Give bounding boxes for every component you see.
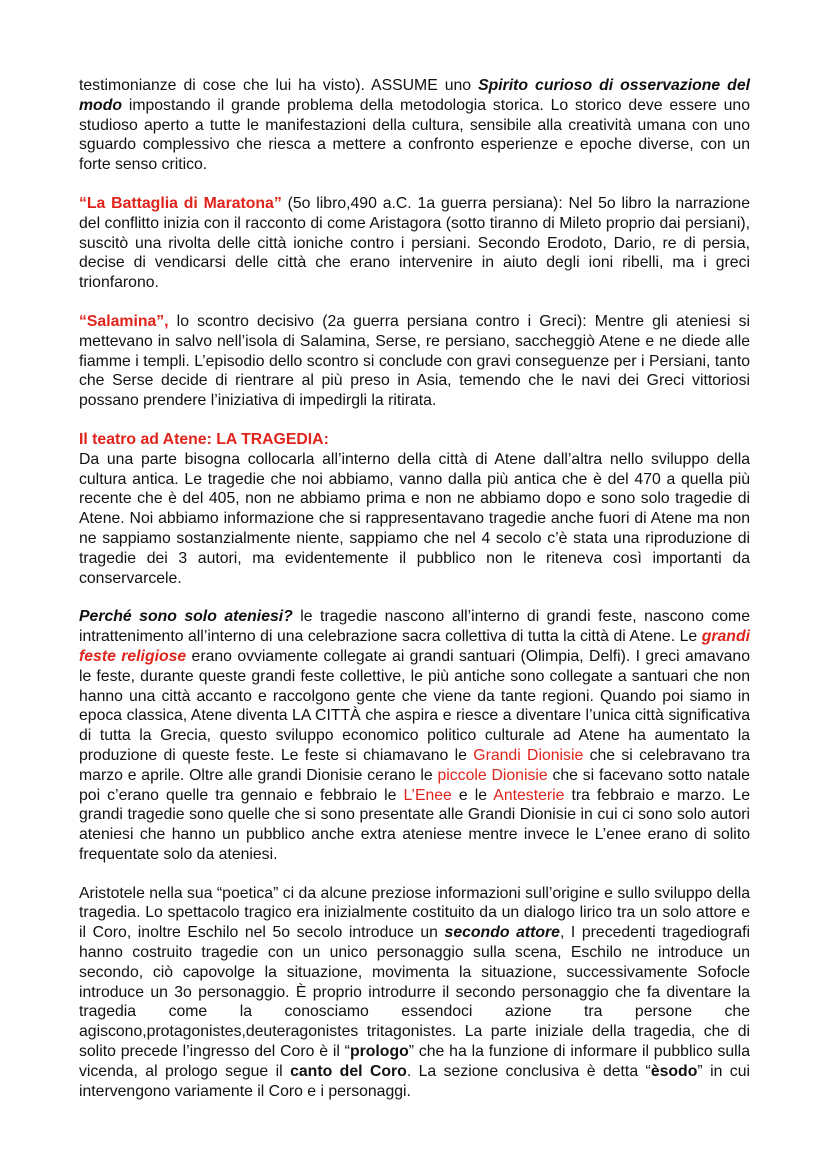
paragraph-perche-ateniesi: Perché sono solo ateniesi? le tragedie nascono all’interno di grandi feste, nascono come intrattenimento all’interno di una celebrazione sacra collettiva di tutta la città di Atene. Le grandi feste religiose erano ovviamente collegate ai grandi santuari (Olimpia, Delfi). I greci amavano le feste, durante queste grandi feste collettive, le più antiche sono collegate a santuari che non hanno una città accanto e raccolgono gente che viene da tante regioni. Quando poi siamo in epoca classica, Atene diventa LA CITTÀ che aspira e riesce a diventare l’unica città significativa di tutta la Grecia, questo sviluppo economico politico culturale ad Atene ha aumentato la produzione di queste feste. Le feste si chiamavano le Grandi Dionisie che si celebravano tra marzo e aprile. Oltre alle grandi Dionisie cerano le piccole Dionisie che si facevano sotto natale poi c’erano quelle tra gennaio e febbraio le L’Enee e le Antesterie tra febbraio e marzo. Le grandi tragedie sono quelle che si sono presentate alle Grandi Dionisie in cui ci sono solo autori ateniesi che hanno un pubblico anche extra ateniese mentre invece le L’enee erano di solito frequentate solo da ateniesi. (79, 608, 751, 863)
question-perche-ateniesi: Perché sono solo ateniesi? (79, 608, 293, 626)
term-esodo: èsodo (650, 1062, 698, 1080)
title-maratona: “La Battaglia di Maratona” (79, 194, 282, 212)
paragraph-aristotele-poetica: Aristotele nella sua “poetica” ci da alcune preziose informazioni sull’origine e sullo sviluppo della tragedia. Lo spettacolo tragico era inizialmente costituito da un dialogo lirico tra un solo attore e il Coro, inoltre Eschilo nel 5o secolo introduce un secondo attore, I precedenti tragediografi hanno costruito tragedie con un unico personaggio sulla scena, Eschilo ne introduce un secondo, ciò capovolge la situazione, movimenta la situazione, successivamente Sofocle introduce un 3o personaggio. È proprio introdurre il secondo personaggio che fa diventare la tragedia come la conosciamo essendoci azione tra persone che agiscono,protagonistes,deuteragonistes tritagonistes. La parte iniziale della tragedia, che di solito precede l’ingresso del Coro è il “prologo” che ha la funzione di informare il pubblico sulla vicenda, al prologo segue il canto del Coro. La sezione conclusiva è detta “èsodo” in cui intervengono variamente il Coro e i personaggi. (79, 884, 751, 1100)
paragraph-herodotus-method: testimonianze di cose che lui ha visto). ASSUME uno Spirito curioso di osservazione del modo impostando il grande problema della metodologia storica. Lo storico deve essere uno studioso aperto a tutte le manifestazioni della cultura, sensibile alla creatività umana con uno sguardo complessivo che riesca a mettere a confronto esperienze e epoche diverse, con un forte senso critico. (79, 77, 750, 174)
term-lenee: L’Enee (403, 786, 452, 804)
term-canto-del-coro: canto del Coro (290, 1062, 407, 1080)
paragraph-maratona: “La Battaglia di Maratona” (5o libro,490 a.C. 1a guerra persiana): Nel 5o libro la narrazione del conflitto inizia con il racconto di come Aristagora (sotto tiranno di Mileto proprio dai persiani), suscitò una rivolta delle città ioniche contro i persiani. Secondo Erodoto, Dario, re di persia, decise di vendicarsi delle città che erano intervenire in aiuto degli ioni ribelli, ma i greci trionfarono. (79, 194, 751, 292)
paragraph-tragedia-intro: Da una parte bisogna collocarla all’interno della città di Atene dall’altra nello sviluppo della cultura antica. Le tragedie che noi abbiamo, vanno dalla più antica che è del 470 a quella più recente che è del 405, non ne abbiamo prima e non ne abbiamo dopo e sono solo tragedie di Atene. Noi abbiamo informazione che si rappresentavano tragedie anche fuori di Atene ma non ne sappiamo sostanzialmente niente, sappiamo che nel 4 secolo c’è stata una riproduzione di tragedie dei 3 autori, ma evidentemente il pubblico non le riteneva così importanti da conservarcele. (79, 450, 750, 587)
paragraph-salamina: “Salamina”, lo scontro decisivo (2a guerra persiana contro i Greci): Mentre gli ateniesi si mettevano in salvo nell’isola di Salamina, Serse, re persiano, saccheggiò Atene e ne diede alle fiamme i templi. L’episodio dello scontro si conclude con gravi conseguenze per i Persiani, tanto che Serse decide di rientrare al più preso in Asia, temendo che le navi dei Greci vittoriosi possano prendere l’iniziativa di impedirgli la ritirata. (79, 312, 750, 410)
emphasis-spirito-curioso: Spirito curioso di osservazione del modo (79, 77, 750, 114)
emphasis-secondo-attore: secondo attore (444, 924, 560, 942)
term-grandi-dionisie: Grandi Dionisie (473, 746, 584, 764)
term-prologo: prologo (349, 1043, 409, 1061)
title-salamina: “Salamina”, (79, 312, 169, 330)
emphasis-grandi-feste: grandi feste religiose (79, 628, 750, 665)
term-antesterie: Antesterie (493, 786, 565, 804)
section-heading-tragedia: Il teatro ad Atene: LA TRAGEDIA: (79, 430, 329, 448)
term-piccole-dionisie: piccole Dionisie (437, 766, 548, 784)
document-page (79, 76, 750, 1101)
